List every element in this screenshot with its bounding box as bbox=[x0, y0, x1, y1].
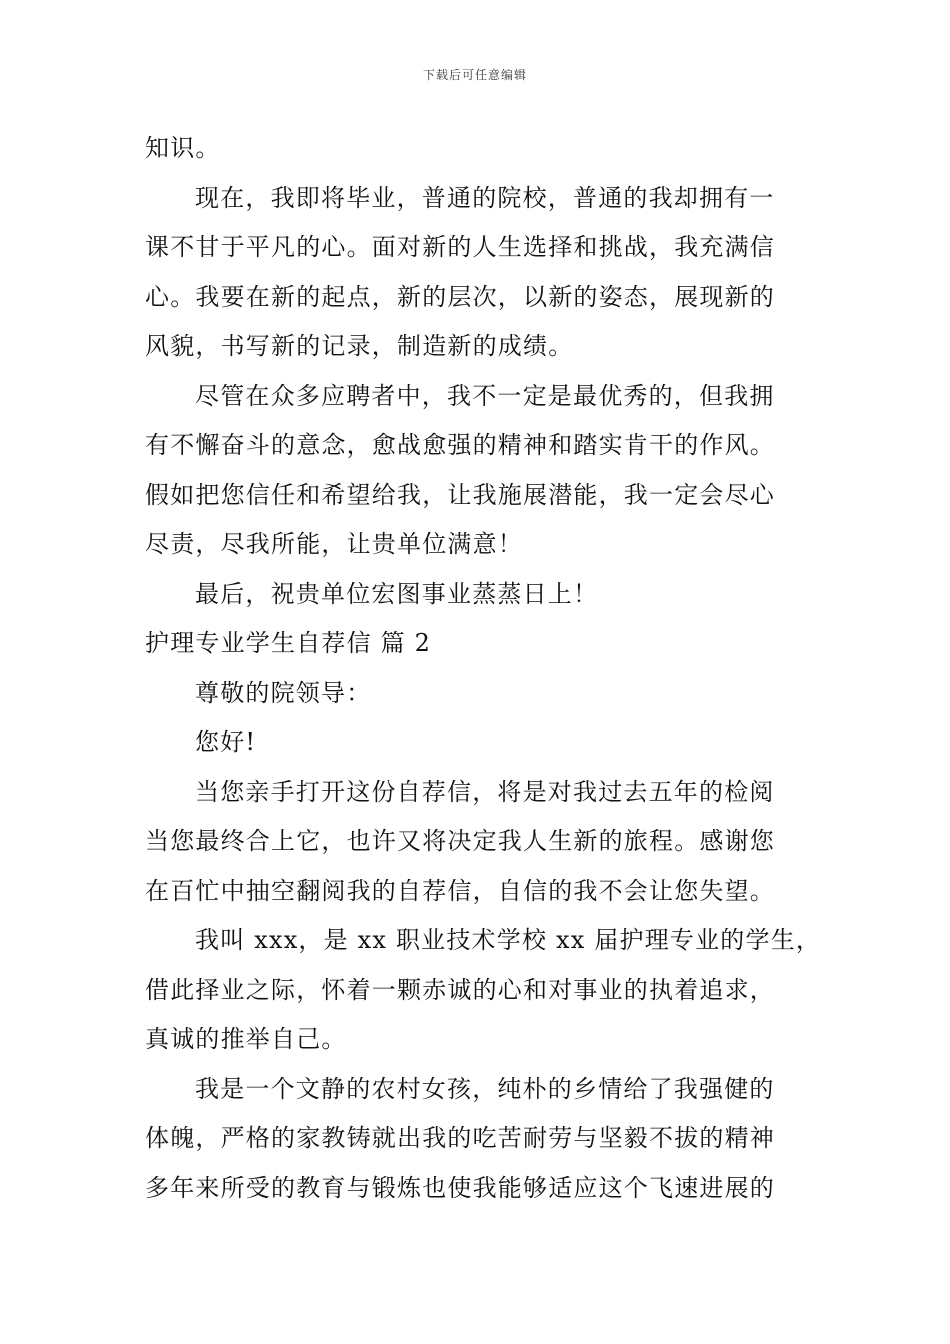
text-line: 当您亲手打开这份自荐信，将是对我过去五年的检阅 bbox=[195, 777, 775, 806]
text-line: 最后，祝贵单位宏图事业蒸蒸日上！ bbox=[195, 579, 599, 608]
text-line: 尽责，尽我所能，让贵单位满意！ bbox=[145, 530, 523, 558]
text-line: 我叫 xxx，是 xx 职业技术学校 xx 届护理专业的学生， bbox=[195, 926, 822, 954]
text-line: 在百忙中抽空翻阅我的自荐信，自信的我不会让您失望。 bbox=[145, 876, 775, 905]
text-line: 真诚的推举自己。 bbox=[145, 1025, 347, 1053]
text-line: 当您最终合上它，也许又将决定我人生新的旅程。感谢您 bbox=[145, 827, 775, 855]
salutation: 尊敬的院领导： bbox=[195, 678, 372, 707]
text-line: 心。我要在新的起点，新的层次，以新的姿态，展现新的 bbox=[145, 282, 775, 311]
section-title: 护理专业学生自荐信 篇 2 bbox=[145, 629, 432, 657]
greeting: 您好! bbox=[195, 728, 257, 756]
text-line: 假如把您信任和希望给我，让我施展潜能，我一定会尽心 bbox=[145, 480, 775, 509]
text-line: 课不甘于平凡的心。面对新的人生选择和挑战，我充满信 bbox=[145, 233, 775, 261]
text-line: 我是一个文静的农村女孩，纯朴的乡情给了我强健的 bbox=[195, 1074, 775, 1103]
text-line: 现在，我即将毕业，普通的院校，普通的我却拥有一 bbox=[195, 183, 775, 212]
document-body bbox=[145, 124, 822, 1213]
text-line: 知识。 bbox=[145, 134, 221, 162]
text-line: 借此择业之际，怀着一颗赤诚的心和对事业的执着追求， bbox=[145, 975, 775, 1004]
text-line: 尽管在众多应聘者中，我不一定是最优秀的，但我拥 bbox=[195, 381, 775, 410]
text-line: 多年来所受的教育与锻炼也使我能够适应这个飞速进展的 bbox=[145, 1173, 775, 1202]
text-line: 有不懈奋斗的意念，愈战愈强的精神和踏实肯干的作风。 bbox=[145, 431, 775, 459]
page-header: 下载后可任意编辑 bbox=[422, 68, 527, 82]
text-line: 体魄，严格的家教铸就出我的吃苦耐劳与坚毅不拔的精神 bbox=[145, 1124, 775, 1152]
text-line: 风貌，书写新的记录，制造新的成绩。 bbox=[145, 332, 574, 360]
